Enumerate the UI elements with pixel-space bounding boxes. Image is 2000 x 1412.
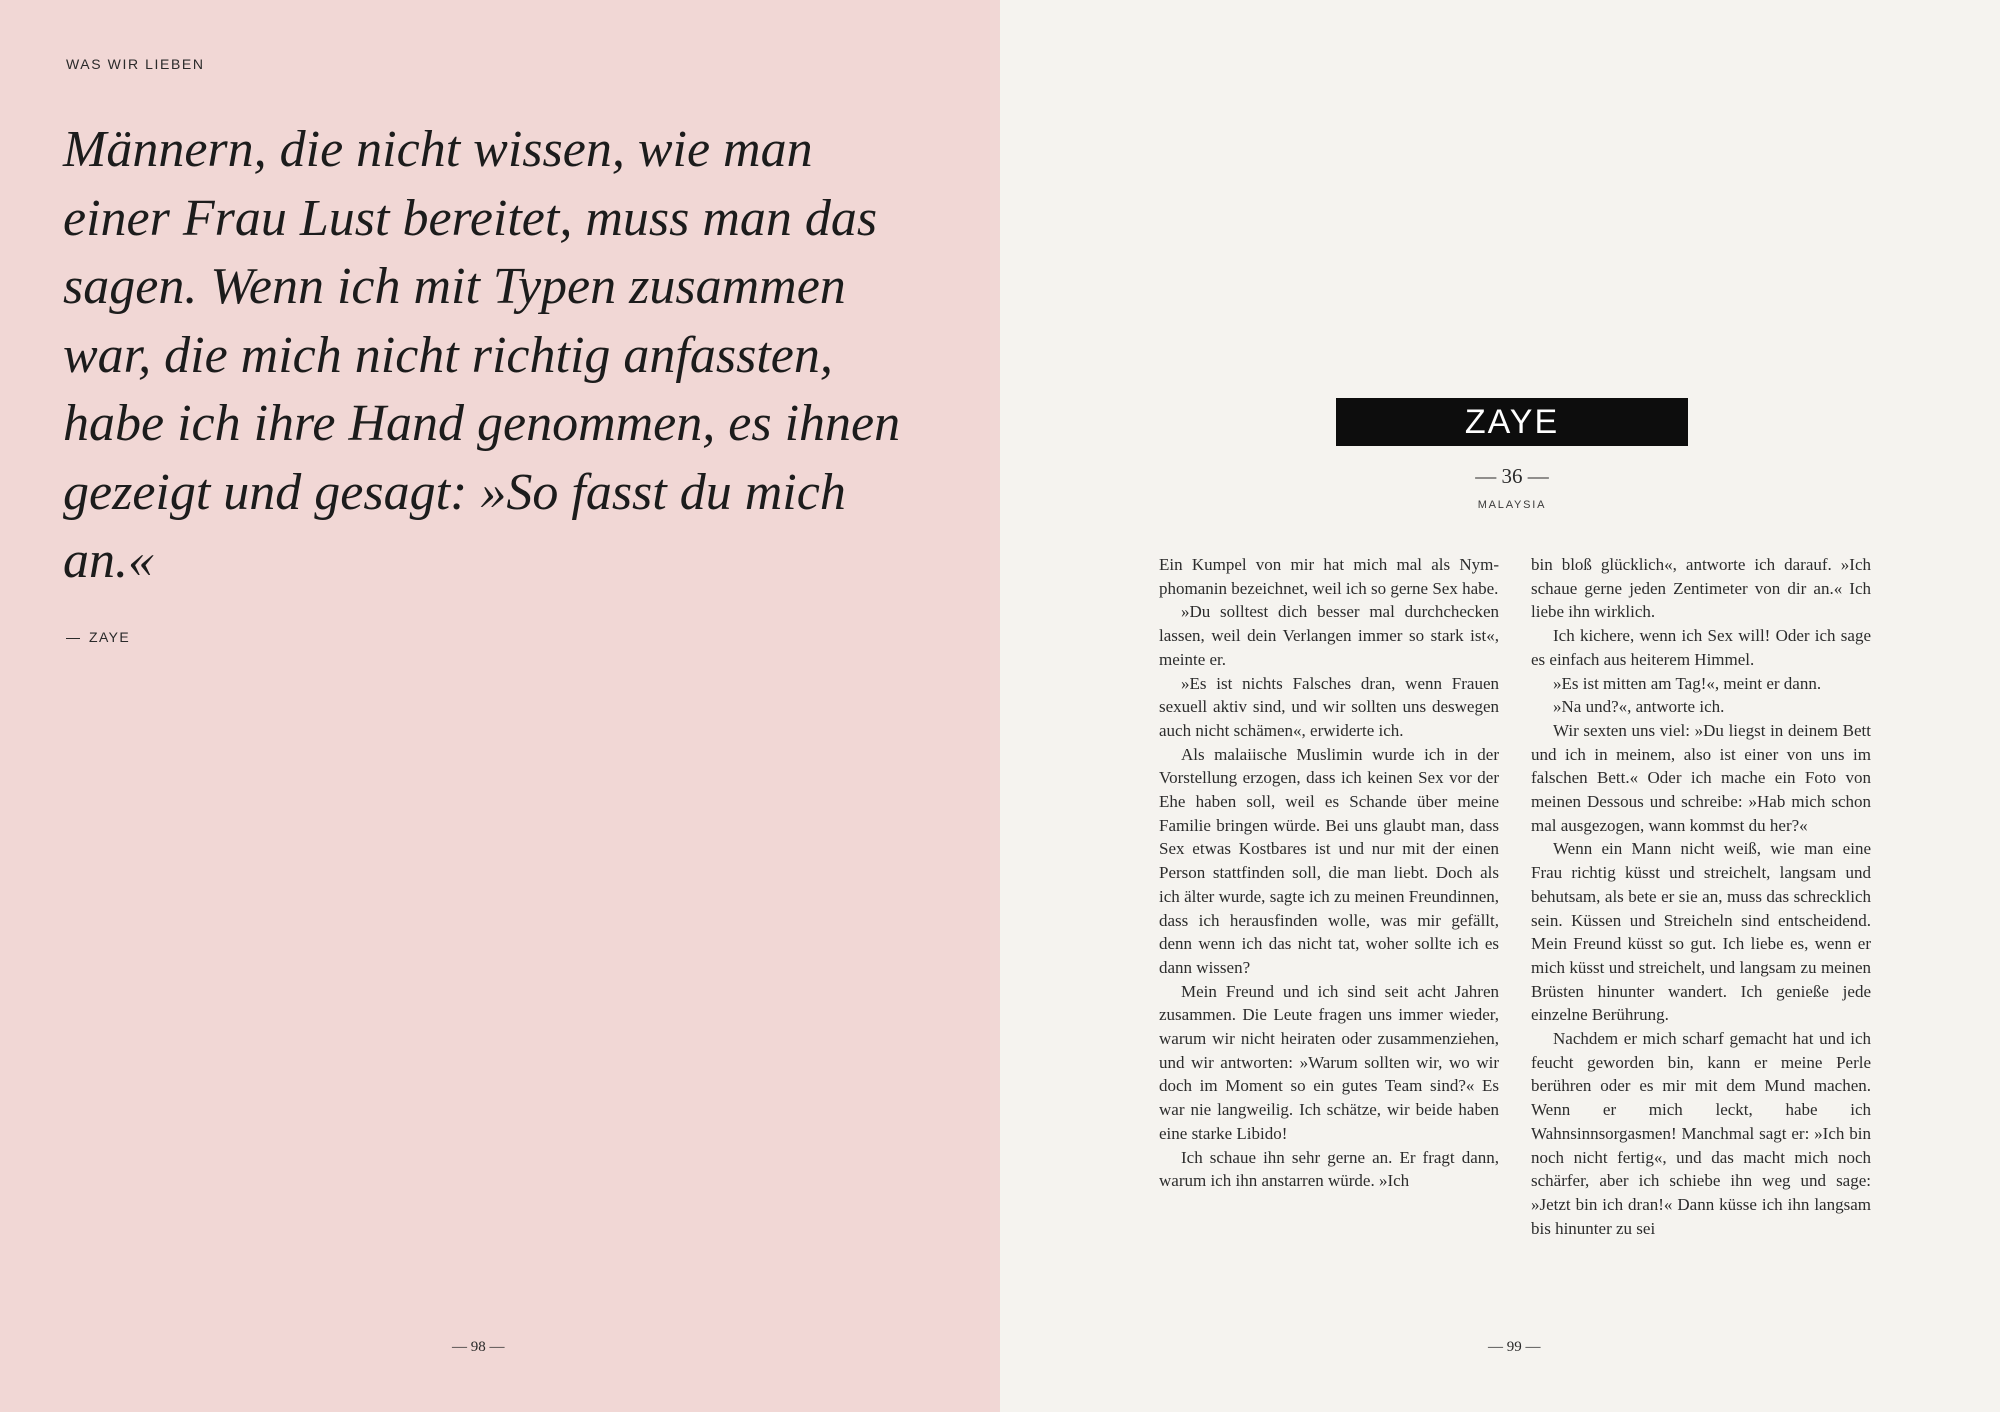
paragraph: »Na und?«, antworte ich. [1553, 697, 1725, 717]
paragraph: Wir sexten uns viel: »Du liegst in deinem Bett und ich in meinem, also ist einer von uns im falschen Bett.« Oder ich mache ein Foto von meinen Dessous und schreibe: »Hab mich schon mal ausgezogen, wann kommst du her?« [1531, 720, 1871, 835]
page-number-left: — 98 — [452, 1339, 505, 1355]
paragraph: Ich kichere, wenn ich Sex will! Oder ich sage es einfach aus heiterem Himmel. [1531, 626, 1871, 669]
country-label: MALAYSIA [1477, 499, 1547, 511]
text-column-2 [1531, 553, 1871, 1240]
paragraph: bin bloß glücklich«, antworte ich darauf. »Ich schaue gerne jeden Zentimeter von dir an.« Ich liebe ihn wirklich. [1531, 555, 1871, 622]
paragraph: Nachdem er mich scharf gemacht hat und ich feucht geworden bin, kann er meine Perle berühren oder es mir mit dem Mund machen. Wenn er mich leckt, habe ich Wahnsinnsorgasmen! Manchmal sagt er: »Ich bin noch nicht fertig«, und das macht mich noch schärfer, aber ich schiebe ihn weg und sage: »Jetzt bin ich dran!« Dann küsse ich ihn langsam bis hinunter zu sei [1531, 1029, 1871, 1238]
attribution-dash [66, 638, 80, 639]
section-label: WAS WIR LIEBEN [66, 56, 205, 72]
age-label: — 36 — [1475, 464, 1549, 488]
pull-quote: Männern, die nicht wissen, wie man einer Frau Lust bereitet, muss man das sagen. Wenn ich mit Typen zusammen war, die mich nicht richtig anfassten, habe ich ihre Hand genommen, es ihnen gezeigt und gesagt: »So fasst du mich an.« [63, 121, 901, 589]
name-banner: ZAYE [1336, 398, 1688, 446]
paragraph: »Es ist nichts Falsches dran, wenn Frauen sexuell aktiv sind, und wir sollten uns deswegen auch nicht schämen«, erwiderte ich. [1159, 673, 1499, 740]
quote-attribution [66, 629, 130, 645]
attribution-name: ZAYE [89, 629, 131, 645]
paragraph: Wenn ein Mann nicht weiß, wie man eine Frau richtig küsst und streichelt, langsam und behutsam, als bete er sie an, muss das schrecklich sein. Küssen und Streicheln sind entscheidend. Mein Freund küsst so gut. Ich liebe es, wenn er mich küsst und streichelt, und langsam zu meinen Brüsten hinunter wandert. Ich genieße jede einzelne Berührung. [1531, 839, 1871, 1025]
paragraph: »Du solltest dich besser mal durchchecken lassen, weil dein Verlangen immer so stark ist«, meinte er. [1159, 602, 1499, 669]
page-number-right: — 99 — [1488, 1339, 1541, 1355]
text-column-1 [1159, 553, 1499, 1193]
paragraph: Mein Freund und ich sind seit acht Jahren zusammen. Die Leute fragen uns immer wieder, warum wir nicht heiraten oder zusammenziehen, und wir antworten: »Warum sollten wir, wo wir doch im Moment so ein gutes Team sind?« Es war nie langweilig. Ich schätze, wir beide haben eine starke Libido! [1159, 981, 1499, 1143]
paragraph: »Es ist mitten am Tag!«, meint er dann. [1553, 673, 1822, 693]
paragraph: Ich schaue ihn sehr gerne an. Er fragt dann, warum ich ihn anstarren würde. »Ich [1159, 1147, 1499, 1191]
paragraph: Ein Kumpel von mir hat mich mal als Nymphomanin bezeichnet, weil ich so gerne Sex habe. [1159, 555, 1499, 598]
paragraph: Als malaiische Muslimin wurde ich in der Vorstellung erzogen, dass ich keinen Sex vor der Ehe haben soll, weil es Schande über meine Familie bringen würde. Bei uns glaubt man, dass Sex etwas Kostbares ist und nur mit der einen Person stattfinden soll, die man liebt. Doch als ich älter wurde, sagte ich zu meinen Freundinnen, dass ich herausfinden wolle, was mir gefällt, denn wenn ich das nicht tat, woher sollte ich es dann wissen? [1159, 744, 1499, 977]
